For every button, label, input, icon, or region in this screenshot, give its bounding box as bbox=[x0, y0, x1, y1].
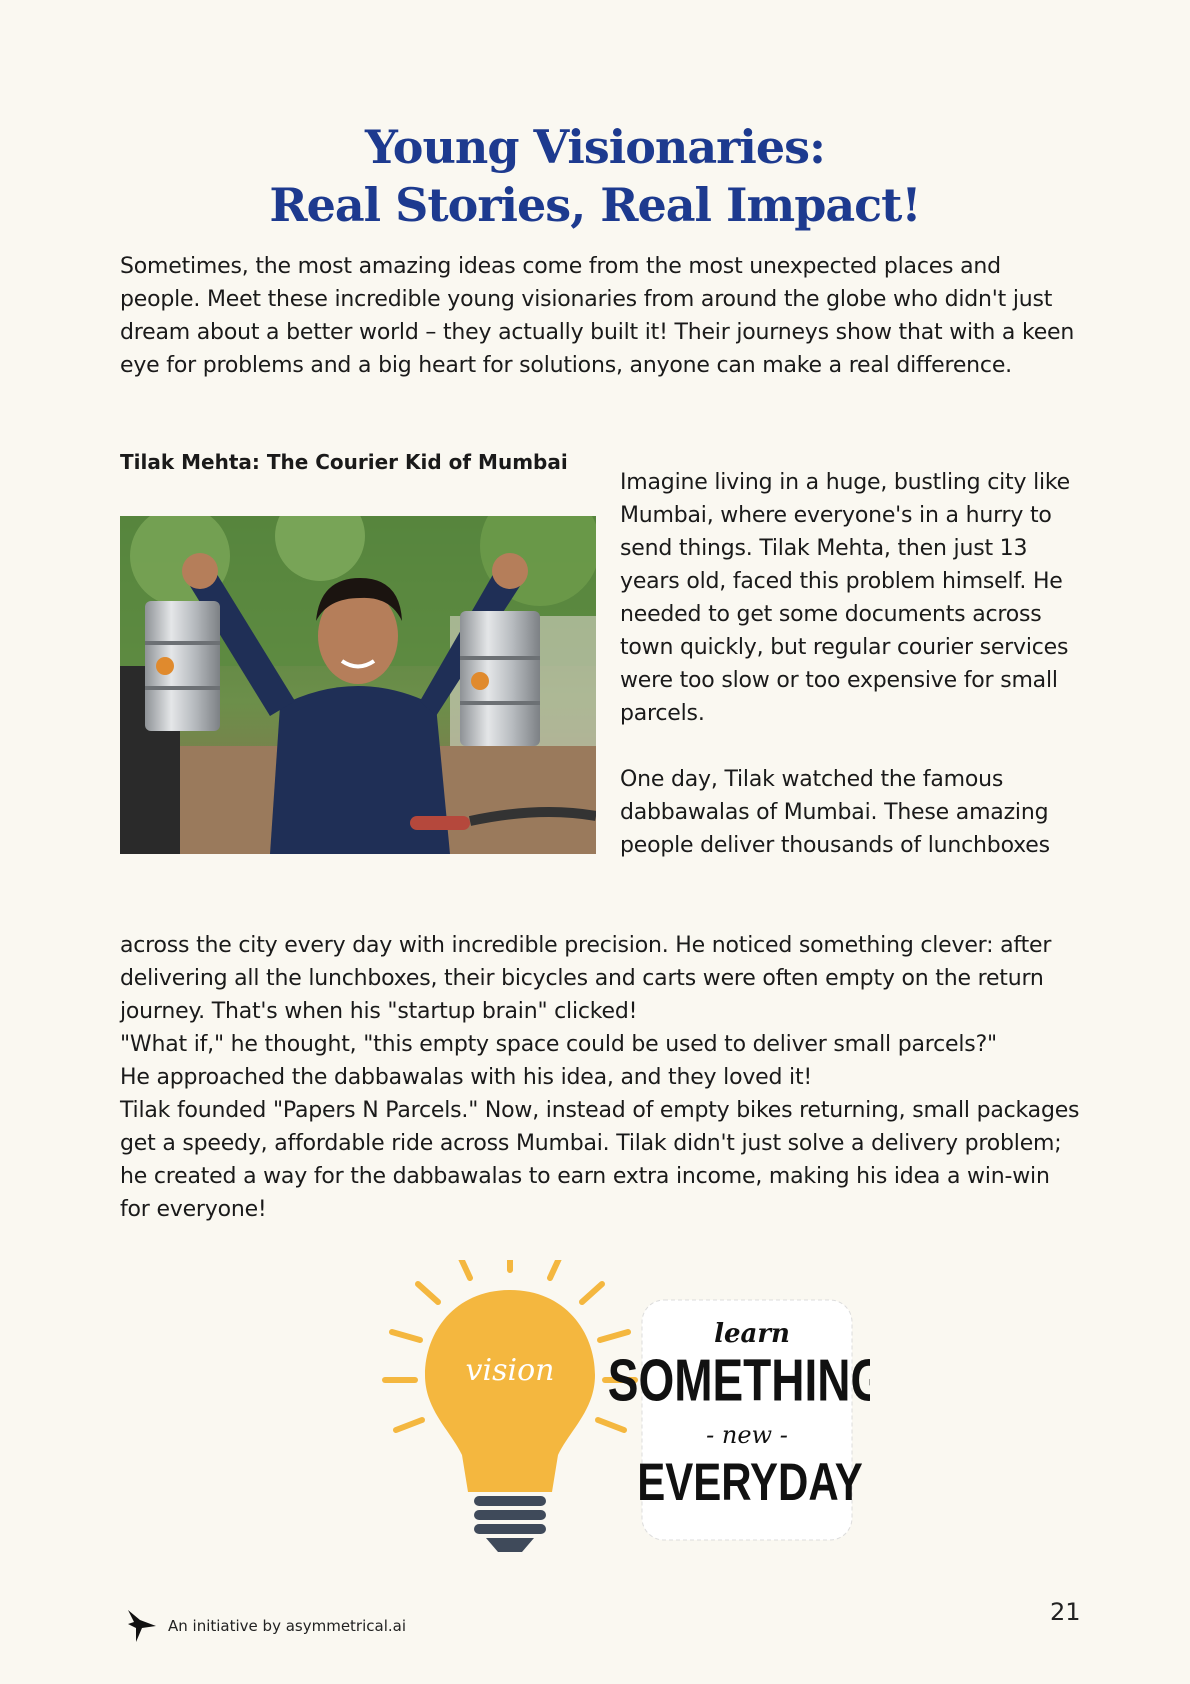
decorative-art bbox=[370, 1260, 870, 1560]
story-approach: He approached the dabbawalas with his idea, and they loved it! bbox=[120, 1065, 812, 1090]
sticker-word-new: - new - bbox=[706, 1421, 788, 1449]
bulb-word: vision bbox=[465, 1353, 555, 1388]
story-heading: Tilak Mehta: The Courier Kid of Mumbai bbox=[120, 450, 568, 474]
footer-text: An initiative by asymmetrical.ai bbox=[168, 1617, 406, 1635]
story-outcome: Tilak founded "Papers N Parcels." Now, instead of empty bikes returning, small packages get a speedy, affordable ride across Mumbai. Tilak didn't just solve a delivery problem; he created a way for the dabbawalas to earn extra income, making his idea a win-win for everyone! bbox=[120, 1098, 1080, 1222]
footer bbox=[126, 1606, 406, 1646]
sticker-word-something: SOMETHING bbox=[607, 1347, 870, 1414]
story-quote: "What if," he thought, "this empty space could be used to deliver small parcels?" bbox=[120, 1032, 997, 1057]
page-title-line-1: Young Visionaries: bbox=[364, 120, 826, 174]
intro-paragraph: Sometimes, the most amazing ideas come from the most unexpected places and people. Meet these incredible young visionaries from around the globe who didn't just dream about a better world – they actually built it! Their journeys show that with a keen eye for problems and a big heart for solutions, anyone can make a real difference. bbox=[120, 254, 1075, 378]
lightbulb-icon bbox=[425, 1290, 595, 1492]
story-side-column bbox=[620, 466, 1080, 895]
page-title bbox=[0, 118, 1190, 234]
story-continuation bbox=[120, 929, 1080, 1226]
sticker-word-everyday: EVERYDAY bbox=[637, 1453, 863, 1513]
story-paragraph-2-start: One day, Tilak watched the famous dabbawalas of Mumbai. These amazing people deliver thousands of lunchboxes bbox=[620, 767, 1050, 858]
bird-logo-icon bbox=[126, 1608, 158, 1644]
tilak-photo bbox=[120, 516, 596, 854]
story-paragraph-1: Imagine living in a huge, bustling city like Mumbai, where everyone's in a hurry to send things. Tilak Mehta, then just 13 years old, faced this problem himself. He needed to get some documents across town quickly, but regular courier services were too slow or too expensive for small parcels. bbox=[620, 470, 1070, 726]
page-number: 21 bbox=[1050, 1598, 1081, 1626]
learn-something-new-sticker bbox=[608, 1300, 870, 1540]
sticker-word-learn: learn bbox=[714, 1319, 790, 1349]
story-paragraph-2-end: across the city every day with incredible precision. He noticed something clever: after delivering all the lunchboxes, their bicycles and carts were often empty on the return journey. That's when his "startup brain" clicked! bbox=[120, 933, 1052, 1024]
page-title-line-2: Real Stories, Real Impact! bbox=[269, 178, 921, 232]
